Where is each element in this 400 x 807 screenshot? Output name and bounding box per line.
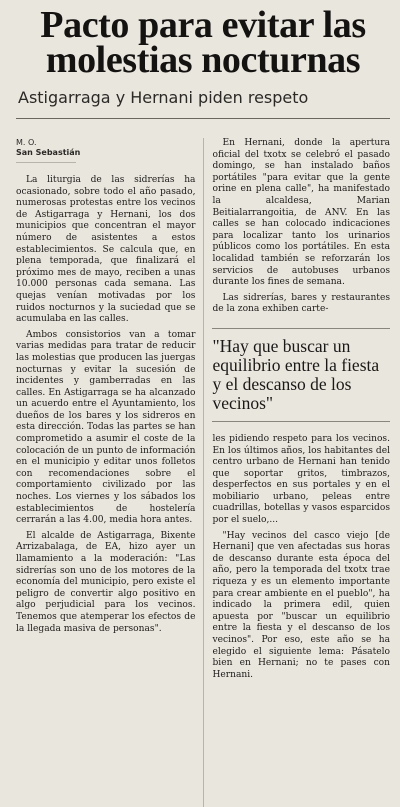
header-divider xyxy=(16,118,390,119)
pull-quote-box xyxy=(212,328,390,422)
body-paragraph: La liturgia de las sidrerías ha ocasionado, sobre todo el año pasado, numerosas protestas entre los vecinos de Astigarraga y Hernani, los dos municipios que concentran el mayor número de asistentes a estos establecimientos. Se calcula que, en plena temporada, que finalizará el próximo mes de mayo, reciben a unas 10.000 personas cada semana. Las quejas venían motivadas por los ruidos nocturnos y la suciedad que se acumulaba en las calles. xyxy=(16,175,196,325)
left-column xyxy=(16,138,195,807)
article-columns xyxy=(16,138,390,807)
body-paragraph: El alcalde de Astigarraga, Bixente Arrizabalaga, de EA, hizo ayer un llamamiento a la moderación: "Las sidrerías son uno de los motores de la economía del municipio, pero existe el peligro de convertir algo positivo en algo perjudicial para los vecinos. Tenemos que atemperar los efectos de la llegada masiva de personas". xyxy=(16,530,196,634)
byline-divider xyxy=(16,162,76,163)
pull-quote: "Hay que buscar un equilibrio entre la fiesta y el descanso de los vecinos" xyxy=(212,335,380,413)
headline-line-2: molestias nocturnas xyxy=(45,39,361,81)
byline-author: M. O. xyxy=(16,138,37,147)
body-paragraph: Ambos consistorios van a tomar varias medidas para tratar de reducir las molestias que producen las juergas nocturnas y evitar la sucesión de incidentes y gamberradas en las calles. En Astigarraga se ha alcanzado un acuerdo entre el Ayuntamiento, los dueños de los bares y los sidreros en esta dirección. Todas las partes se han comprometido a asumir el coste de la colocación de un punto de información en el municipio y editar unos folletos con recomendaciones sobre el comportamiento civilizado por las noches. Los viernes y los sábados los establecimientos de hostelería cerrarán a las 4.00, media hora antes. xyxy=(16,329,196,526)
right-column xyxy=(203,138,390,807)
subheadline: Astigarraga y Hernani piden respeto xyxy=(18,88,309,107)
byline-place: San Sebastián xyxy=(16,148,81,157)
headline-line-1: Pacto para evitar las xyxy=(40,4,366,46)
body-paragraph: En Hernani, donde la apertura oficial del txotx se celebró el pasado domingo, se han instalado baños portátiles "para evitar que la gente orine en plena calle", ha manifestado la alcaldesa, Marian Beitialarrangoitia, de ANV. En las calles se han colocado indicaciones para localizar tanto los urinarios públicos como los portátiles. En esta localidad también se reforzarán los servicios de autobuses urbanos durante los fines de semana. xyxy=(212,138,390,288)
body-paragraph: "Hay vecinos del casco viejo [de Hernani] que ven afectadas sus horas de descanso durante esta época del año, pero la temporada del txotx trae riqueza y es un elemento importante para crear ambiente en el pueblo", ha indicado la primera edil, quien apuesta por "buscar un equilibrio entre la fiesta y el descanso de los vecinos". Por eso, este año se ha elegido el siguiente lema: Pásatelo bien en Hernani; no te pases con Hernani. xyxy=(212,530,390,680)
body-paragraph: les pidiendo respeto para los vecinos. En los últimos años, los habitantes del centro urbano de Hernani han tenido que soportar gritos, timbrazos, desperfectos en sus portales y en el mobiliario urbano, peleas entre cuadrillas, botellas y vasos esparcidos por el suelo,... xyxy=(212,433,390,526)
body-paragraph: Las sidrerías, bares y restaurantes de la zona exhiben carte- xyxy=(212,292,390,315)
headline xyxy=(16,4,390,81)
